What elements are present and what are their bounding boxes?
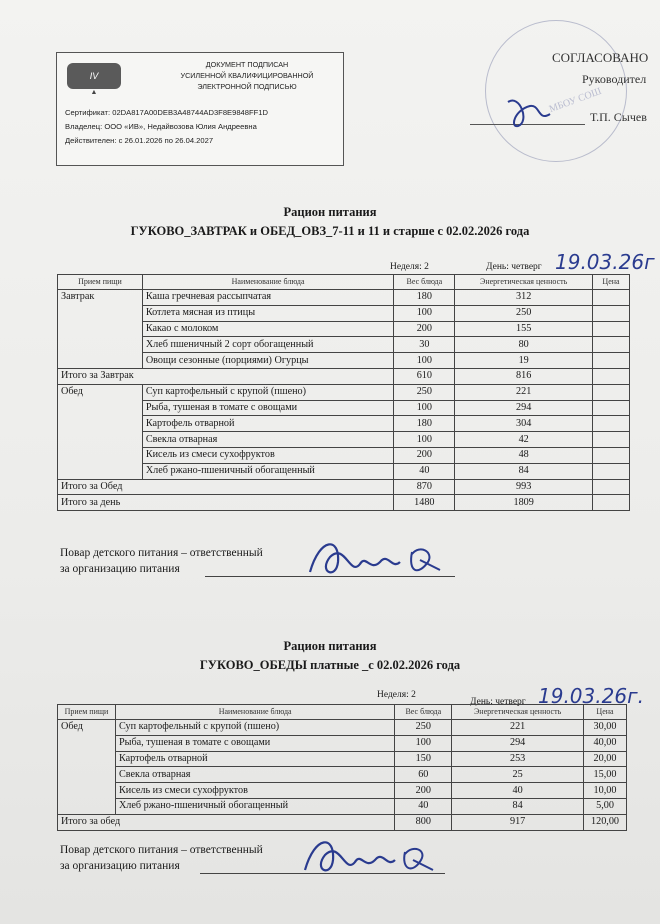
column-header: Цена [593, 275, 630, 290]
price-cell [593, 290, 630, 306]
energy-cell: 80 [455, 337, 593, 353]
column-header: Наименование блюда [142, 275, 394, 290]
total-weight-cell: 870 [394, 479, 455, 495]
section1-cook-signature-icon [300, 532, 450, 587]
energy-cell: 42 [455, 432, 593, 448]
total-energy-cell: 917 [452, 814, 584, 830]
column-header: Вес блюда [394, 275, 455, 290]
dish-cell: Кисель из смеси сухофруктов [142, 447, 394, 463]
total-label-cell: Итого за обед [58, 814, 395, 830]
day-total-energy-cell: 1809 [455, 495, 593, 511]
weight-cell: 100 [395, 735, 452, 751]
price-cell [593, 321, 630, 337]
price-cell [593, 400, 630, 416]
total-weight-cell: 800 [395, 814, 452, 830]
stamp-text-icon: МБОУ СОШ [547, 85, 604, 116]
section2-cook-signature-icon [295, 830, 445, 885]
table-total-row [58, 814, 627, 830]
total-energy-cell: 993 [455, 479, 593, 495]
weight-cell: 200 [394, 447, 455, 463]
energy-cell: 84 [452, 798, 584, 814]
approval-role: Руководител [582, 72, 647, 86]
dish-cell: Рыба, тушеная в томате с овощами [115, 735, 394, 751]
section1-week: Неделя: 2 [390, 262, 429, 272]
dish-cell: Каша гречневая рассыпчатая [142, 290, 394, 306]
table-header-row [58, 705, 627, 720]
day-total-price-cell [593, 495, 630, 511]
section2-title: Рацион питания [283, 639, 377, 653]
table-row [58, 321, 630, 337]
logo-mark-icon: ▲ [90, 89, 98, 96]
dish-cell: Хлеб пшеничный 2 сорт обогащенный [142, 337, 394, 353]
section1-handwritten-date: 19.03.26г [555, 250, 655, 274]
section1-footer-line1: Повар детского питания – ответственный [60, 547, 263, 559]
column-header: Вес блюда [395, 705, 452, 720]
price-cell [593, 463, 630, 479]
approval-signature-icon [500, 92, 560, 132]
price-cell: 20,00 [584, 751, 627, 767]
total-label-cell: Итого за Завтрак [58, 368, 394, 384]
energy-cell: 312 [455, 290, 593, 306]
price-cell [593, 305, 630, 321]
weight-cell: 250 [395, 720, 452, 736]
certificate-header-line: ДОКУМЕНТ ПОДПИСАН [205, 60, 289, 69]
weight-cell: 60 [395, 767, 452, 783]
table-total-row [58, 479, 630, 495]
table-row [58, 720, 627, 736]
section1-title: Рацион питания [283, 205, 377, 219]
table-row [58, 783, 627, 799]
weight-cell: 100 [394, 432, 455, 448]
section2-day: День: четверг [470, 697, 526, 707]
price-cell [593, 384, 630, 400]
day-total-weight-cell: 1480 [394, 495, 455, 511]
table-total-row [58, 368, 630, 384]
meal-name-cell: Обед [58, 384, 143, 479]
day-total-row [58, 495, 630, 511]
organization-stamp [485, 20, 627, 162]
column-header: Прием пищи [58, 275, 143, 290]
table-header-row [58, 275, 630, 290]
section1-footer-line2: за организацию питания [60, 563, 180, 575]
table-row [58, 353, 630, 369]
energy-cell: 250 [455, 305, 593, 321]
table-row [58, 447, 630, 463]
section1-menu-table [57, 274, 630, 511]
price-cell: 5,00 [584, 798, 627, 814]
approval-title: СОГЛАСОВАНО [552, 50, 649, 65]
weight-cell: 180 [394, 416, 455, 432]
dish-cell: Кисель из смеси сухофруктов [115, 783, 394, 799]
total-price-cell [593, 479, 630, 495]
column-header: Энергетическая ценность [452, 705, 584, 720]
energy-cell: 253 [452, 751, 584, 767]
price-cell [593, 447, 630, 463]
weight-cell: 180 [394, 290, 455, 306]
price-cell: 10,00 [584, 783, 627, 799]
dish-cell: Хлеб ржано-пшеничный обогащенный [142, 463, 394, 479]
approval-name: Т.П. Сычев [590, 110, 647, 124]
dish-cell: Суп картофельный с крупой (пшено) [115, 720, 394, 736]
total-energy-cell: 816 [455, 368, 593, 384]
energy-cell: 19 [455, 353, 593, 369]
weight-cell: 30 [394, 337, 455, 353]
dish-cell: Суп картофельный с крупой (пшено) [142, 384, 394, 400]
weight-cell: 250 [394, 384, 455, 400]
price-cell: 40,00 [584, 735, 627, 751]
weight-cell: 100 [394, 353, 455, 369]
column-header: Наименование блюда [115, 705, 394, 720]
table-row [58, 735, 627, 751]
section2-footer-line1: Повар детского питания – ответственный [60, 844, 263, 856]
weight-cell: 200 [395, 783, 452, 799]
dish-cell: Какао с молоком [142, 321, 394, 337]
certificate-owner: Владелец: ООО «ИВ», Недайвозова Юлия Андреевна [65, 122, 257, 131]
certificate-serial: Сертификат: 02DA817A00DEB3A48744AD3F8E9848FF1D [65, 108, 268, 117]
total-weight-cell: 610 [394, 368, 455, 384]
section2-menu-table [57, 704, 627, 831]
certificate-validity: Действителен: с 26.01.2026 по 26.04.2027 [65, 136, 214, 145]
certificate-header-line: ЭЛЕКТРОННОЙ ПОДПИСЬЮ [197, 82, 297, 91]
energy-cell: 221 [452, 720, 584, 736]
certificate-header-line: УСИЛЕННОЙ КВАЛИФИЦИРОВАННОЙ [180, 71, 314, 80]
energy-cell: 304 [455, 416, 593, 432]
weight-cell: 200 [394, 321, 455, 337]
weight-cell: 40 [395, 798, 452, 814]
column-header: Энергетическая ценность [455, 275, 593, 290]
dish-cell: Картофель отварной [142, 416, 394, 432]
total-label-cell: Итого за Обед [58, 479, 394, 495]
table-row [58, 416, 630, 432]
energy-cell: 294 [452, 735, 584, 751]
dish-cell: Рыба, тушеная в томате с овощами [142, 400, 394, 416]
price-cell [593, 432, 630, 448]
table-row [58, 400, 630, 416]
section1-day: День: четверг [486, 262, 542, 272]
dish-cell: Свекла отварная [142, 432, 394, 448]
column-header: Цена [584, 705, 627, 720]
signature-certificate-box [56, 52, 344, 166]
section2-subtitle: ГУКОВО_ОБЕДЫ платные _с 02.02.2026 года [199, 658, 461, 672]
table-row [58, 432, 630, 448]
price-cell: 30,00 [584, 720, 627, 736]
energy-cell: 25 [452, 767, 584, 783]
dish-cell: Картофель отварной [115, 751, 394, 767]
weight-cell: 100 [394, 305, 455, 321]
table-row [58, 337, 630, 353]
price-cell: 15,00 [584, 767, 627, 783]
meal-name-cell: Обед [58, 720, 116, 815]
dish-cell: Хлеб ржано-пшеничный обогащенный [115, 798, 394, 814]
table-row [58, 798, 627, 814]
energy-cell: 221 [455, 384, 593, 400]
energy-cell: 84 [455, 463, 593, 479]
section2-footer-line2: за организацию питания [60, 860, 180, 872]
section2-handwritten-date: 19.03.26г. [538, 684, 644, 708]
price-cell [593, 416, 630, 432]
price-cell [593, 337, 630, 353]
energy-cell: 294 [455, 400, 593, 416]
table-row [58, 751, 627, 767]
weight-cell: 40 [394, 463, 455, 479]
dish-cell: Овощи сезонные (порциями) Огурцы [142, 353, 394, 369]
table-row [58, 290, 630, 306]
certificate-header [157, 59, 337, 92]
total-price-cell [593, 368, 630, 384]
table-row [58, 384, 630, 400]
table-row [58, 767, 627, 783]
column-header: Прием пищи [58, 705, 116, 720]
energy-cell: 40 [452, 783, 584, 799]
table-row [58, 305, 630, 321]
weight-cell: 100 [394, 400, 455, 416]
company-logo-icon: IV [67, 63, 121, 89]
energy-cell: 155 [455, 321, 593, 337]
total-price-cell: 120,00 [584, 814, 627, 830]
section1-subtitle: ГУКОВО_ЗАВТРАК и ОБЕД_ОВЗ_7-11 и 11 и старше с 02.02.2026 года [130, 224, 530, 238]
meal-name-cell: Завтрак [58, 290, 143, 369]
section2-week: Неделя: 2 [377, 690, 416, 700]
table-row [58, 463, 630, 479]
dish-cell: Свекла отварная [115, 767, 394, 783]
energy-cell: 48 [455, 447, 593, 463]
weight-cell: 150 [395, 751, 452, 767]
day-total-label-cell: Итого за день [58, 495, 394, 511]
dish-cell: Котлета мясная из птицы [142, 305, 394, 321]
price-cell [593, 353, 630, 369]
